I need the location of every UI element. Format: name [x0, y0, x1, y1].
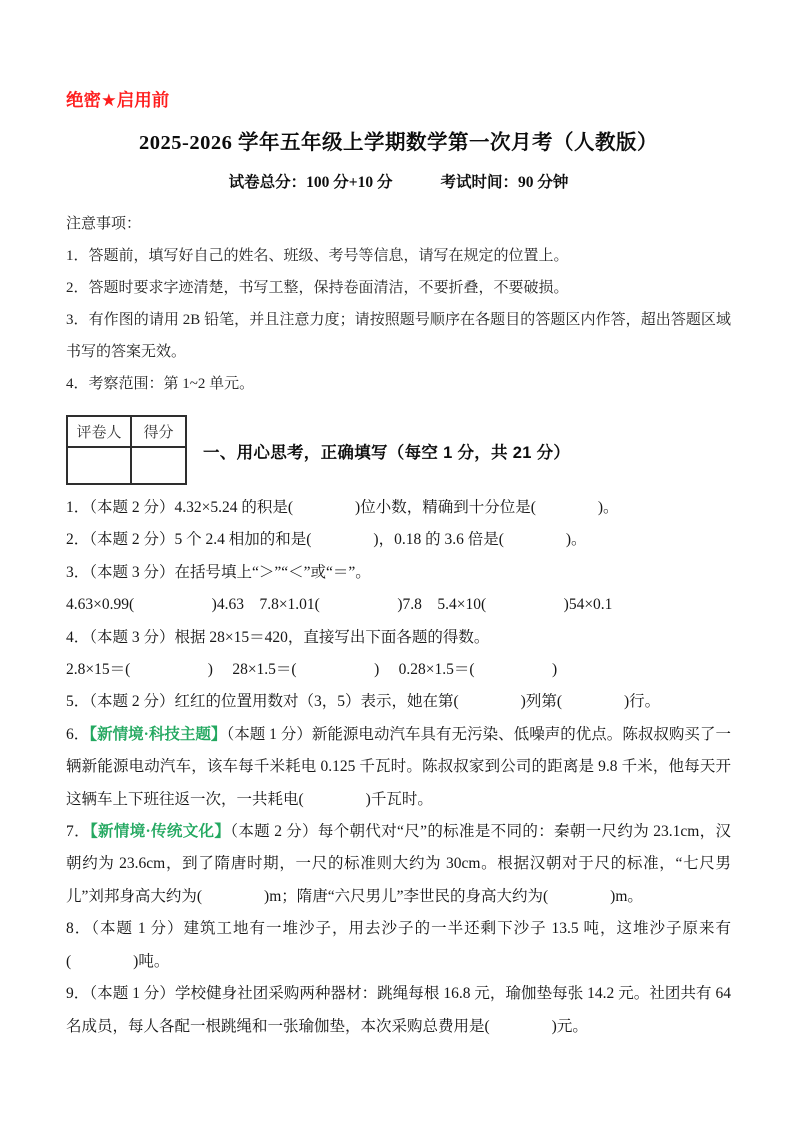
exam-time-label: 考试时间：90 分钟: [440, 174, 569, 191]
question-2-text: 5 个 2.4 相加的和是( )，0.18 的 3.6 倍是( )。: [174, 531, 587, 549]
question-8-text: 建筑工地有一堆沙子，用去沙子的一半还剩下沙子 13.5 吨，这堆沙子原来有( )吨。: [66, 920, 731, 970]
question-6-text: （本题 1 分）新能源电动汽车具有无污染、低噪声的优点。陈叔叔购买了一辆新能源电动汽车，该车每千米耗电 0.125 千瓦时。陈叔叔家到公司的距离是 9.8 千米，他每天开这辆车上下班往返一次，一共耗电( )千瓦时。: [66, 725, 731, 808]
question-4-answer-line: 2.8×15＝( ) 28×1.5＝( ) 0.28×1.5＝( ): [66, 661, 558, 679]
question-7-text: （本题 2 分）每个朝代对“尺”的标准是不同的：秦朝一尺约为 23.1cm，汉朝约为 23.6cm，到了隋唐时期，一尺的标准则大约为 30cm。根据汉朝对于尺的标准，“七尺男儿”刘邦身高大约为( )m；隋唐“六尺男儿”李世民的身高大约为( )m。: [66, 823, 732, 905]
question-1: [66, 492, 731, 524]
note-item-2: 2．答题时要求字迹清楚，书写工整，保持卷面清洁，不要折叠，不要破损。: [66, 280, 569, 296]
notes-section: [66, 208, 731, 400]
question-8: [66, 913, 731, 978]
question-5-label: 5．（本题 2 分）: [66, 693, 175, 711]
question-6-label: 6．: [66, 725, 90, 743]
score-header-cell: 得分: [131, 416, 186, 447]
question-2: [66, 524, 731, 556]
note-item-1: 1．答题前，填写好自己的姓名、班级、考号等信息，请写在规定的位置上。: [66, 248, 569, 264]
question-7: [66, 816, 731, 913]
score-blank-cell: [131, 447, 186, 484]
question-6-theme-badge: 【新情境·科技主题】: [89, 725, 227, 743]
question-7-theme-badge: 【新情境·传统文化】: [89, 823, 231, 841]
total-score-label: 试卷总分：100 分+10 分: [228, 174, 393, 191]
question-1-label: 1．（本题 2 分）: [66, 499, 175, 516]
page-title: 2025-2026 学年五年级上学期数学第一次月考（人教版）: [139, 132, 658, 154]
question-1-text: 4.32×5.24 的积是( )位小数，精确到十分位是( )。: [174, 499, 619, 516]
notes-heading: 注意事项：: [66, 216, 142, 232]
question-7-label: 7．: [66, 823, 90, 841]
note-item-4: 4．考察范围：第 1~2 单元。: [66, 376, 255, 392]
question-4-label: 4．（本题 3 分）: [66, 628, 175, 646]
question-6: [66, 719, 731, 816]
question-4: [66, 622, 731, 654]
question-5-text: 红红的位置用数对（3，5）表示，她在第( )列第( )行。: [174, 693, 661, 711]
question-5: [66, 686, 731, 718]
section-one-heading: 一、用心思考，正确填写（每空 1 分，共 21 分）: [203, 444, 571, 462]
grader-header-cell: 评卷人: [67, 416, 131, 447]
question-4-text: 根据 28×15＝420，直接写出下面各题的得数。: [174, 628, 490, 646]
question-3-text: 在括号填上“＞”“＜”或“＝”。: [174, 563, 371, 581]
grader-blank-cell: [67, 447, 131, 484]
question-3: [66, 557, 731, 589]
question-9: [66, 978, 731, 1043]
question-9-label: 9．（本题 1 分）: [66, 985, 175, 1003]
question-9-text: 学校健身社团采购两种器材：跳绳每根 16.8 元，瑜伽垫每张 14.2 元。社团共有 64 名成员，每人各配一根跳绳和一张瑜伽垫，本次采购总费用是( )元。: [66, 985, 731, 1035]
security-notice: 绝密★启用前: [66, 90, 170, 110]
question-8-label: 8．（本题 1 分）: [66, 920, 184, 938]
question-2-label: 2．（本题 2 分）: [66, 531, 175, 549]
question-3-label: 3．（本题 3 分）: [66, 563, 175, 581]
questions-list: [66, 492, 731, 1043]
grading-table: [66, 415, 187, 485]
section-one-header-row: [66, 415, 731, 485]
note-item-3: 3．有作图的请用 2B 铅笔，并且注意力度；请按照题号顺序在各题目的答题区内作答，超出答题区域书写的答案无效。: [66, 312, 731, 360]
question-3-answer-line: 4.63×0.99( )4.63 7.8×1.01( )7.8 5.4×10( )54×0.1: [66, 596, 613, 614]
exam-meta: [66, 172, 731, 194]
